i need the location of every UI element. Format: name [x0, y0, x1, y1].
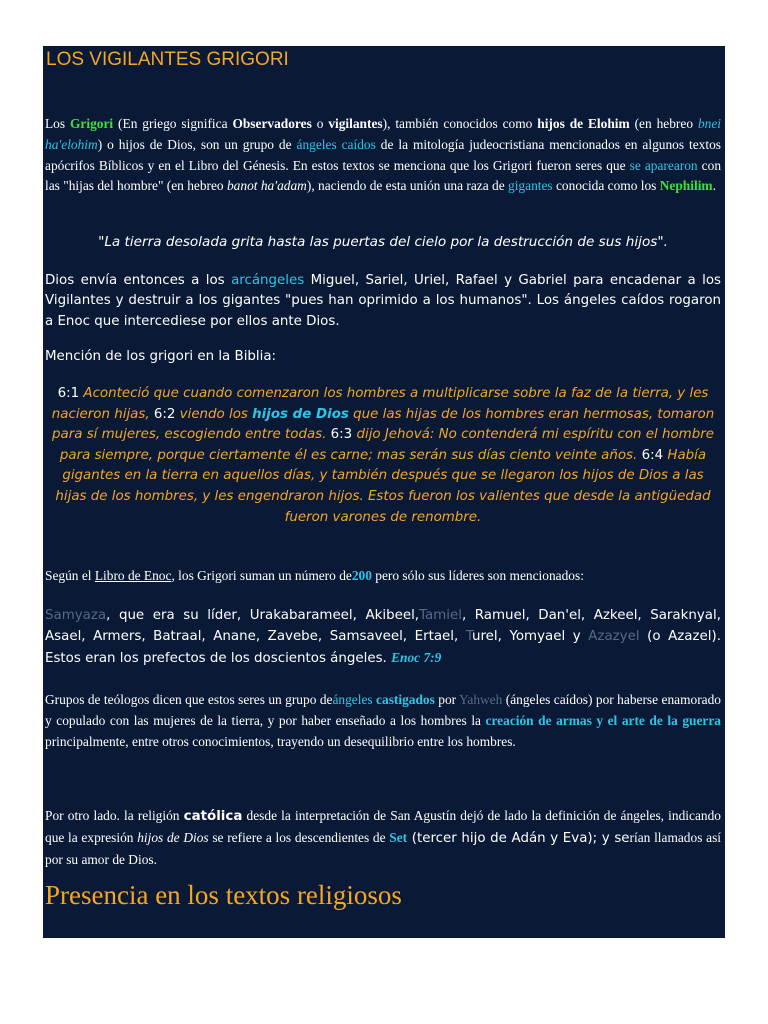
text: Según el — [45, 568, 95, 583]
bible-intro: Mención de los grigori en la Biblia: — [45, 349, 277, 364]
link-angeles[interactable]: ángeles — [332, 692, 373, 707]
text: (o Azazel). Estos eran los prefectos de los doscientos ángeles. — [45, 628, 721, 666]
verse-number: 6:1 — [57, 386, 84, 401]
verse-text: dijo Jehová: No contenderá mi espíritu con el hombre para siempre, porque ciertamente él es carne; mas serán sus días ciento veinte años. — [59, 427, 714, 463]
link-tamiel[interactable]: Tamiel — [419, 608, 462, 623]
text: (tercer hijo de Adán y Eva); y — [407, 831, 615, 846]
link-azazyel[interactable]: Azazyel — [588, 628, 640, 644]
text: Miguel, Sariel, Uriel, Rafael y Gabriel para encadenar a los Vigilantes y destruir a los gigantes "pues han oprimido a los humanos". Los ángeles caídos rogaron a Enoc que intercediese por ellos ante Dios. — [45, 273, 721, 329]
link-t[interactable]: T — [465, 628, 472, 644]
term-observadores: Observadores — [232, 116, 312, 131]
link-hijos-de-dios[interactable]: hijos de Dios — [252, 406, 349, 422]
link-yahweh[interactable]: Yahweh — [459, 692, 503, 707]
text: por — [434, 692, 460, 707]
text: rían llamados así por su amor de Dios. — [45, 830, 721, 867]
text: (ángeles caídos) por haberse enamorado y copulado con las mujeres de la tierra, y por haber enseñado a los hombres la — [45, 692, 721, 728]
text: se refiere a los descendientes de — [208, 830, 390, 845]
term-banot: banot ha'adam — [226, 178, 307, 194]
text: Dios envía entonces a los — [45, 273, 232, 288]
link-nephilim[interactable]: Nephilim — [659, 178, 713, 194]
verse-text: que las hijas de los hombres eran hermosas, tomaron para sí mujeres, escogiendo entre todas. — [52, 406, 715, 443]
verse-text: viendo los — [179, 406, 253, 422]
verse-text: Aconteció que cuando comenzaron los hombres a multiplicarse sobre la faz de la tierra, y les nacieron hijas, — [51, 386, 709, 422]
text: Los — [45, 116, 70, 131]
text: ), naciendo de esta unión una raza de — [306, 178, 509, 194]
text: urel, Yomyael y — [471, 628, 589, 644]
text: , que era su líder, Urakabarameel, Akibeel, — [106, 608, 420, 623]
link-arcangeles[interactable]: arcángeles — [231, 273, 305, 288]
article-panel — [43, 46, 725, 938]
term-castigados: castigados — [372, 692, 435, 707]
verse-number: 6:2 — [153, 406, 180, 422]
text: conocida como los — [552, 178, 660, 194]
link-gigantes[interactable]: gigantes — [508, 178, 553, 194]
page-title: LOS VIGILANTES GRIGORI — [46, 49, 289, 70]
verse-text: Había gigantes en la tierra en aquellos días, y también después que se llegaron los hijos de Dios a las hijas de los hombres, y les engendraron hijos. Estos fueron los valientes que desde la antigüedad fueron varones de renombre. — [55, 447, 711, 525]
intro-paragraph — [45, 114, 721, 197]
term-vigilantes: vigilantes — [328, 116, 383, 131]
text: (en hebreo — [629, 116, 698, 131]
link-se-aparearon[interactable]: se aparearon — [629, 157, 698, 173]
text: con las "hijas del hombre" (en hebreo — [45, 157, 722, 194]
term-catolica: católica — [183, 809, 243, 824]
text: de la mitología judeocristiana mencionados en algunos textos apócrifos Bíblicos y en el Libro del Génesis. En estos textos se menciona que los Grigori fueron seres que — [45, 136, 722, 173]
link-set[interactable]: Set — [389, 830, 408, 845]
link-samyaza[interactable]: Samyaza — [45, 608, 107, 623]
text: Por otro lado. la religión — [45, 808, 184, 823]
text: , los Grigori suman un número de — [171, 568, 352, 583]
link-angeles-caidos[interactable]: ángeles caídos — [296, 136, 376, 152]
text: pero sólo sus líderes son mencionados: — [371, 568, 584, 583]
term-hijos-elohim: hijos de Elohim — [537, 116, 630, 131]
link-bnei-haelohim[interactable]: bnei ha'elohim — [45, 116, 721, 152]
term-hijos-de-dios: hijos de Dios — [137, 830, 209, 845]
text: (En griego significa — [113, 116, 233, 131]
leaders-paragraph — [45, 606, 721, 669]
text: , Ramuel, Dan'el, Azkeel, Saraknyal, Asael, Armers, Batraal, Anane, Zavebe, Samsaveel, Ertael, — [45, 608, 721, 644]
archangels-paragraph — [45, 271, 721, 332]
section-heading: Presencia en los textos religiosos — [45, 880, 402, 910]
text: . — [712, 178, 716, 194]
theologians-paragraph — [45, 689, 721, 752]
text: se — [614, 831, 630, 846]
link-libro-enoc[interactable]: Libro de Enoc — [94, 568, 172, 583]
quote: "La tierra desolada grita hasta las puertas del cielo por la destrucción de sus hijos". — [98, 234, 668, 250]
link-grigori[interactable]: Grigori — [70, 116, 114, 131]
verse-number: 6:3 — [330, 427, 357, 443]
term-creacion-armas: creación de armas y el arte de la guerra — [485, 713, 721, 728]
text: ), también conocidos como — [382, 116, 538, 131]
text: ) o hijos de Dios, son un grupo de — [97, 136, 297, 152]
text: Grupos de teólogos dicen que estos seres un grupo de — [45, 692, 333, 707]
text: principalmente, entre otros conocimientos, trayendo un desequilibrio entre los hombres. — [45, 734, 516, 749]
enoc-paragraph — [45, 568, 584, 584]
text: o — [311, 116, 329, 131]
text: desde la interpretación de San Agustín dejó de lado la definición de ángeles, indicando que la expresión — [45, 808, 721, 845]
reference-enoc: Enoc 7:9 — [391, 649, 442, 665]
verse-number: 6:4 — [641, 447, 668, 463]
catholic-paragraph — [45, 805, 721, 870]
number-200: 200 — [351, 568, 372, 583]
bible-verses — [45, 384, 721, 528]
